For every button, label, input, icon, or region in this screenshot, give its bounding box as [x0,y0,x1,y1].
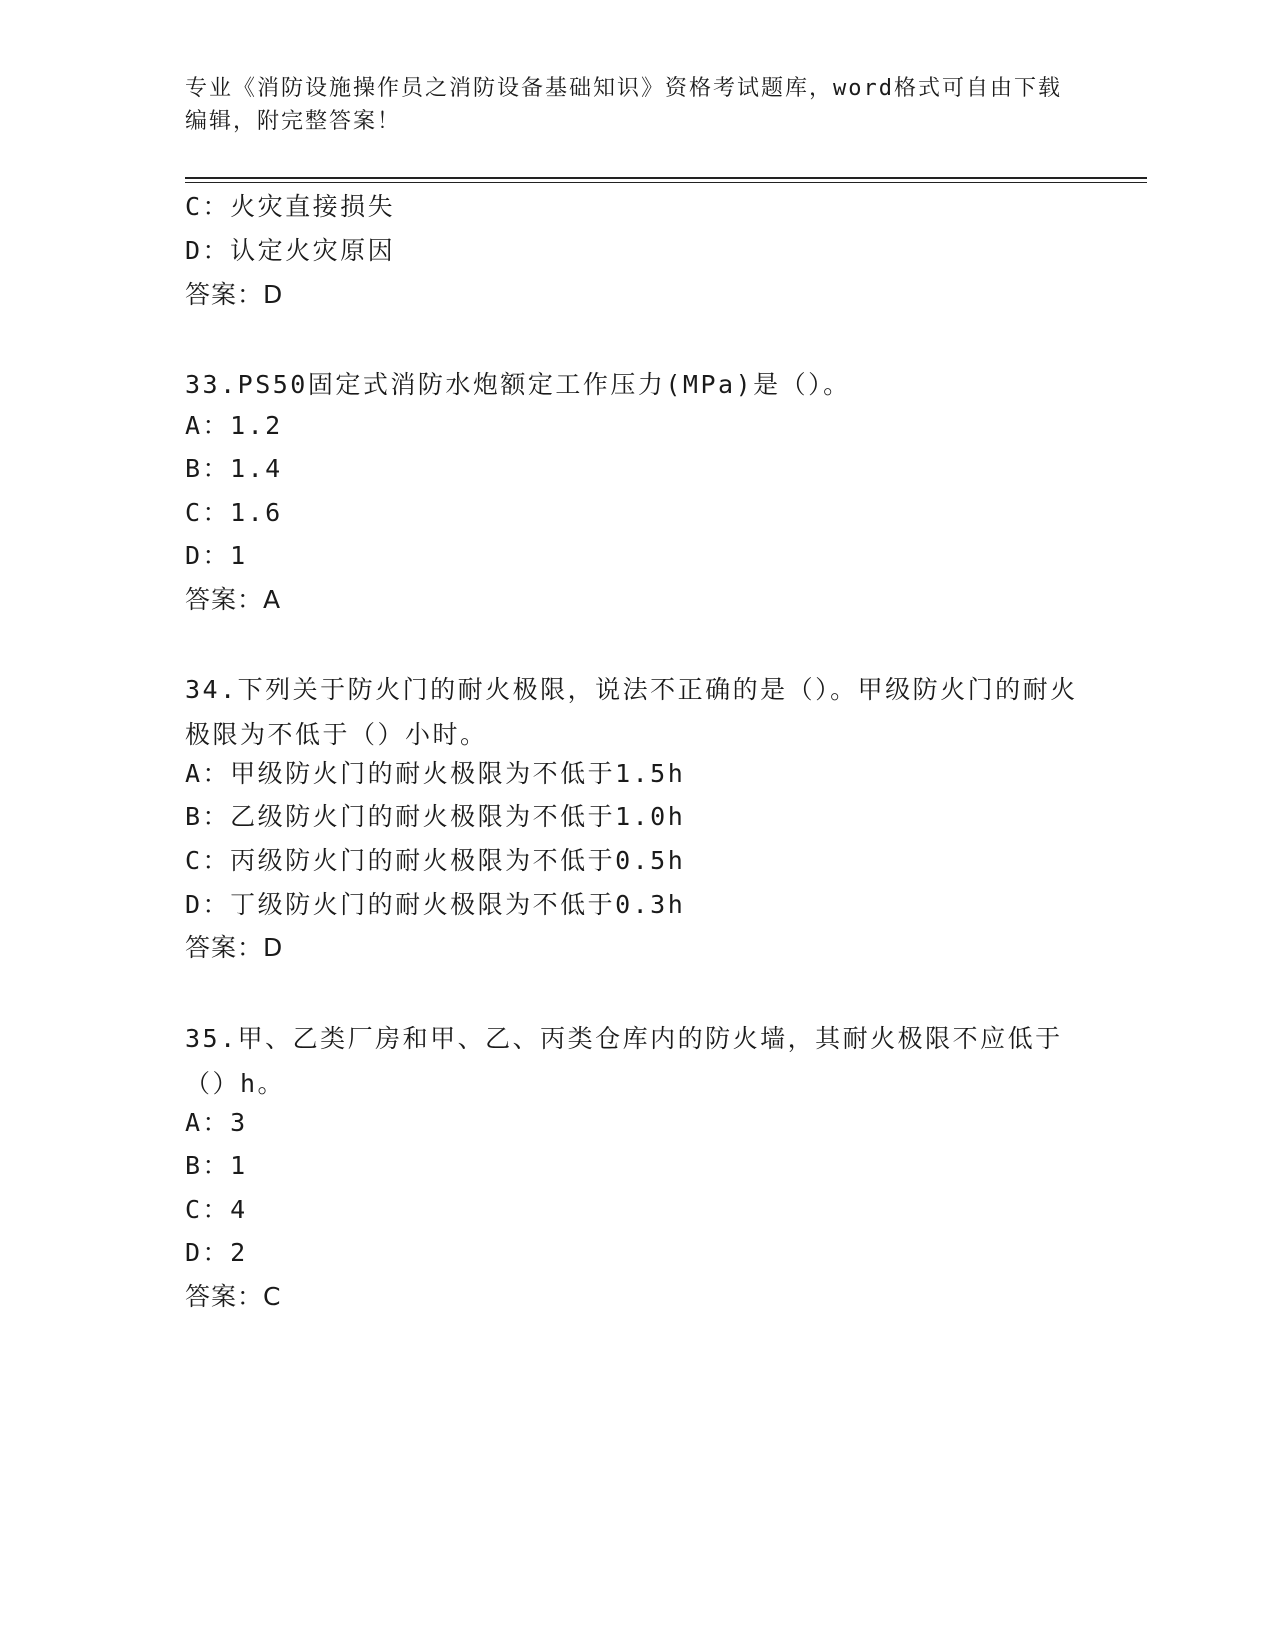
option-label: B： [185,454,231,483]
option-text: 丙级防火门的耐火极限为不低于0.5h [230,846,686,875]
option-text: 丁级防火门的耐火极限为不低于0.3h [230,890,686,919]
option-d [185,235,395,267]
option-text: 1.4 [230,454,283,483]
option-text: 1.2 [230,411,283,440]
option-a [185,1107,248,1139]
option-label: D： [185,541,231,570]
option-text: 认定火灾原因 [230,236,396,265]
option-d [185,889,685,921]
option-label: A： [185,759,231,788]
answer-line: 答案：A [185,585,282,614]
option-label: C： [185,498,231,527]
question-stem: 35.甲、乙类厂房和甲、乙、丙类仓库内的防火墙，其耐火极限不应低于（）h。 [185,1024,1063,1098]
option-text: 1 [230,1151,248,1180]
option-text: 1 [230,541,248,570]
option-c [185,1194,248,1226]
option-text: 4 [230,1195,248,1224]
option-b [185,1150,248,1182]
option-text: 2 [230,1238,248,1267]
option-b [185,801,685,833]
option-label: D： [185,1238,231,1267]
option-label: B： [185,802,231,831]
option-a [185,410,283,442]
option-text: 3 [230,1108,248,1137]
option-d [185,540,248,572]
option-text: 火灾直接损失 [230,192,396,221]
option-c [185,191,395,223]
option-label: D： [185,890,231,919]
question-stem: 33.PS50固定式消防水炮额定工作压力(MPa)是（）。 [185,370,851,399]
option-label: D： [185,236,231,265]
option-a [185,758,685,790]
option-label: C： [185,1195,231,1224]
option-text: 甲级防火门的耐火极限为不低于1.5h [230,759,686,788]
option-label: A： [185,1108,231,1137]
option-label: C： [185,192,231,221]
option-label: C： [185,846,231,875]
option-text: 1.6 [230,498,283,527]
option-label: B： [185,1151,231,1180]
option-c [185,497,283,529]
option-label: A： [185,411,231,440]
option-d [185,1237,248,1269]
option-text: 乙级防火门的耐火极限为不低于1.0h [230,802,686,831]
option-b [185,453,283,485]
answer-line: 答案：D [185,280,284,309]
question-stem: 34.下列关于防火门的耐火极限，说法不正确的是（）。甲级防火门的耐火极限为不低于（）小时。 [185,675,1078,749]
option-c [185,845,685,877]
document-header: 专业《消防设施操作员之消防设备基础知识》资格考试题库，word格式可自由下载编辑，附完整答案！ [185,76,1062,134]
answer-line: 答案：C [185,1282,282,1311]
header-divider-thick [185,177,1147,179]
header-divider-thin [185,182,1147,183]
answer-line: 答案：D [185,933,284,962]
